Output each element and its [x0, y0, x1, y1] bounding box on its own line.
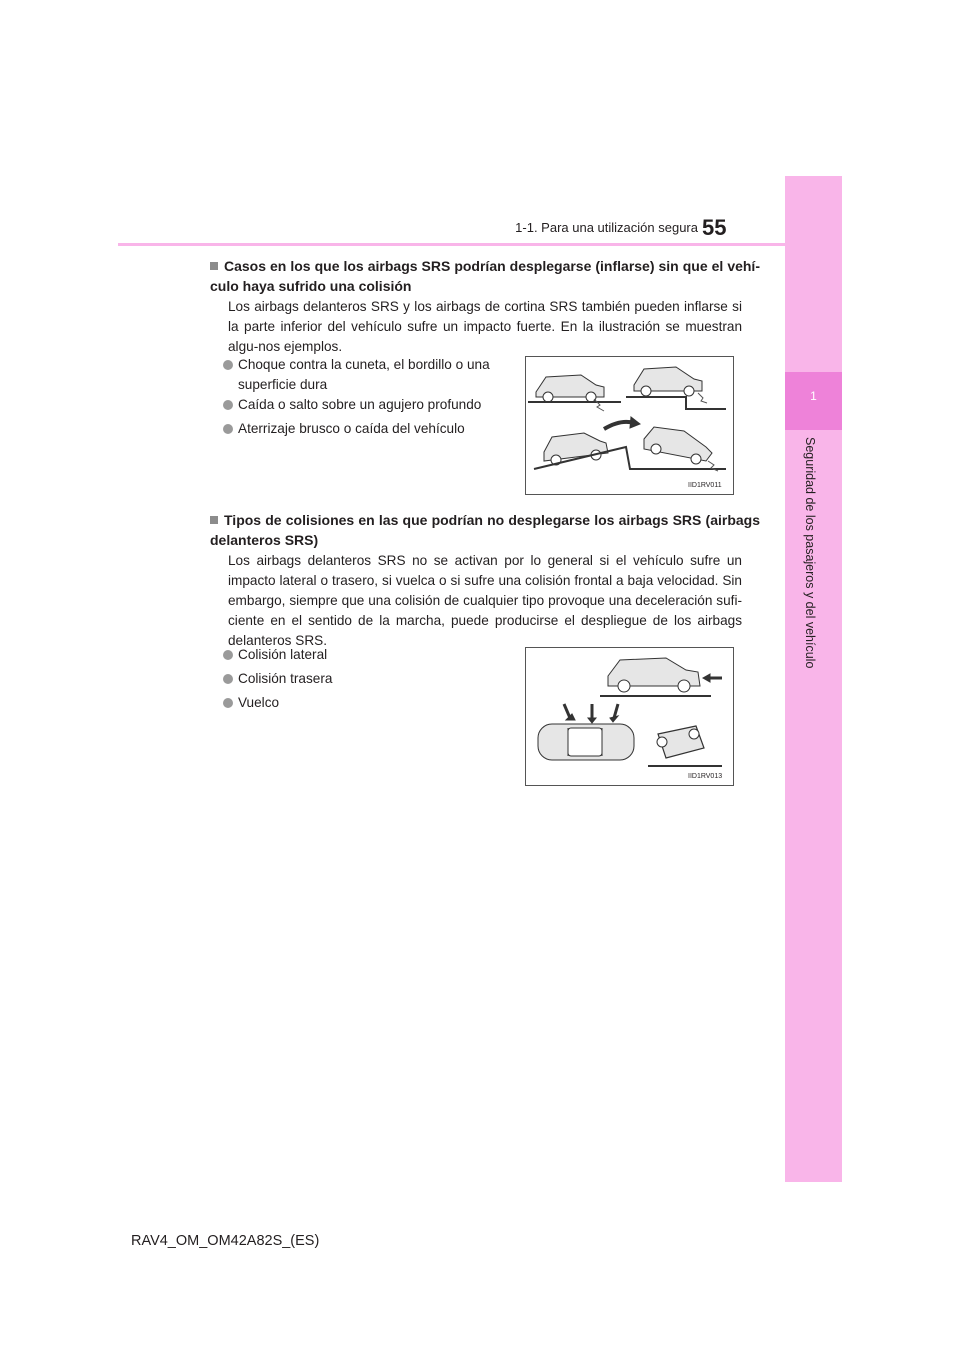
- gray-square-icon: [210, 262, 218, 270]
- section-paragraph-2: Los airbags delanteros SRS no se activan por lo general si el vehículo sufre un impacto lateral o trasero, si vuelca o si sufre una colisión frontal a baja velocidad. Sin embargo, siempre que una colisión de cualquier tipo provoque una deceleración sufi-ciente en el sentido de la marcha, puede producirse el despliegue de los airbags delanteros SRS.: [228, 553, 742, 648]
- gray-circle-icon: [223, 424, 233, 434]
- chapter-title: Seguridad de los pasajeros y del vehículo: [803, 437, 817, 669]
- gray-circle-icon: [223, 674, 233, 684]
- gray-square-icon: [210, 516, 218, 524]
- header-rule: [118, 243, 842, 246]
- illustration-underbody-impacts: [525, 356, 734, 495]
- section-heading-2: Tipos de colisiones en las que podrían no desplegarse los airbags SRS (airbags delanteros SRS): [210, 512, 760, 548]
- bullet-item: Colisión trasera: [223, 669, 332, 689]
- page-number: 55: [702, 215, 727, 240]
- bullet-item: Colisión lateral: [223, 645, 327, 665]
- bullet-item: Choque contra la cuneta, el bordillo o una superficie dura: [223, 355, 508, 395]
- bullet-item: Vuelco: [223, 693, 279, 713]
- collision-types-illustration: [526, 648, 733, 785]
- bullet-item: Aterrizaje brusco o caída del vehículo: [223, 419, 465, 439]
- manual-code: RAV4_OM_OM42A82S_(ES): [131, 1233, 320, 1249]
- section-heading-1: Casos en los que los airbags SRS podrían desplegarse (inflarse) sin que el vehí-culo haya sufrido una colisión: [210, 258, 760, 294]
- figure-code: IID1RV013: [688, 773, 723, 780]
- gray-circle-icon: [223, 698, 233, 708]
- gray-circle-icon: [223, 400, 233, 410]
- gray-circle-icon: [223, 650, 233, 660]
- chapter-number: 1: [810, 389, 817, 403]
- section-title: 1-1. Para una utilización segura: [515, 220, 698, 235]
- bullet-item: Caída o salto sobre un agujero profundo: [223, 395, 481, 415]
- gray-circle-icon: [223, 360, 233, 370]
- section-paragraph-1: Los airbags delanteros SRS y los airbags de cortina SRS también pueden inflarse si la parte inferior del vehículo sufre un impacto fuerte. En la ilustración se muestran algu-nos ejemplos.: [228, 299, 742, 354]
- illustration-non-deploy-collisions: [525, 647, 734, 786]
- figure-code: IID1RV011: [688, 482, 722, 489]
- car-impact-illustration: [526, 357, 733, 494]
